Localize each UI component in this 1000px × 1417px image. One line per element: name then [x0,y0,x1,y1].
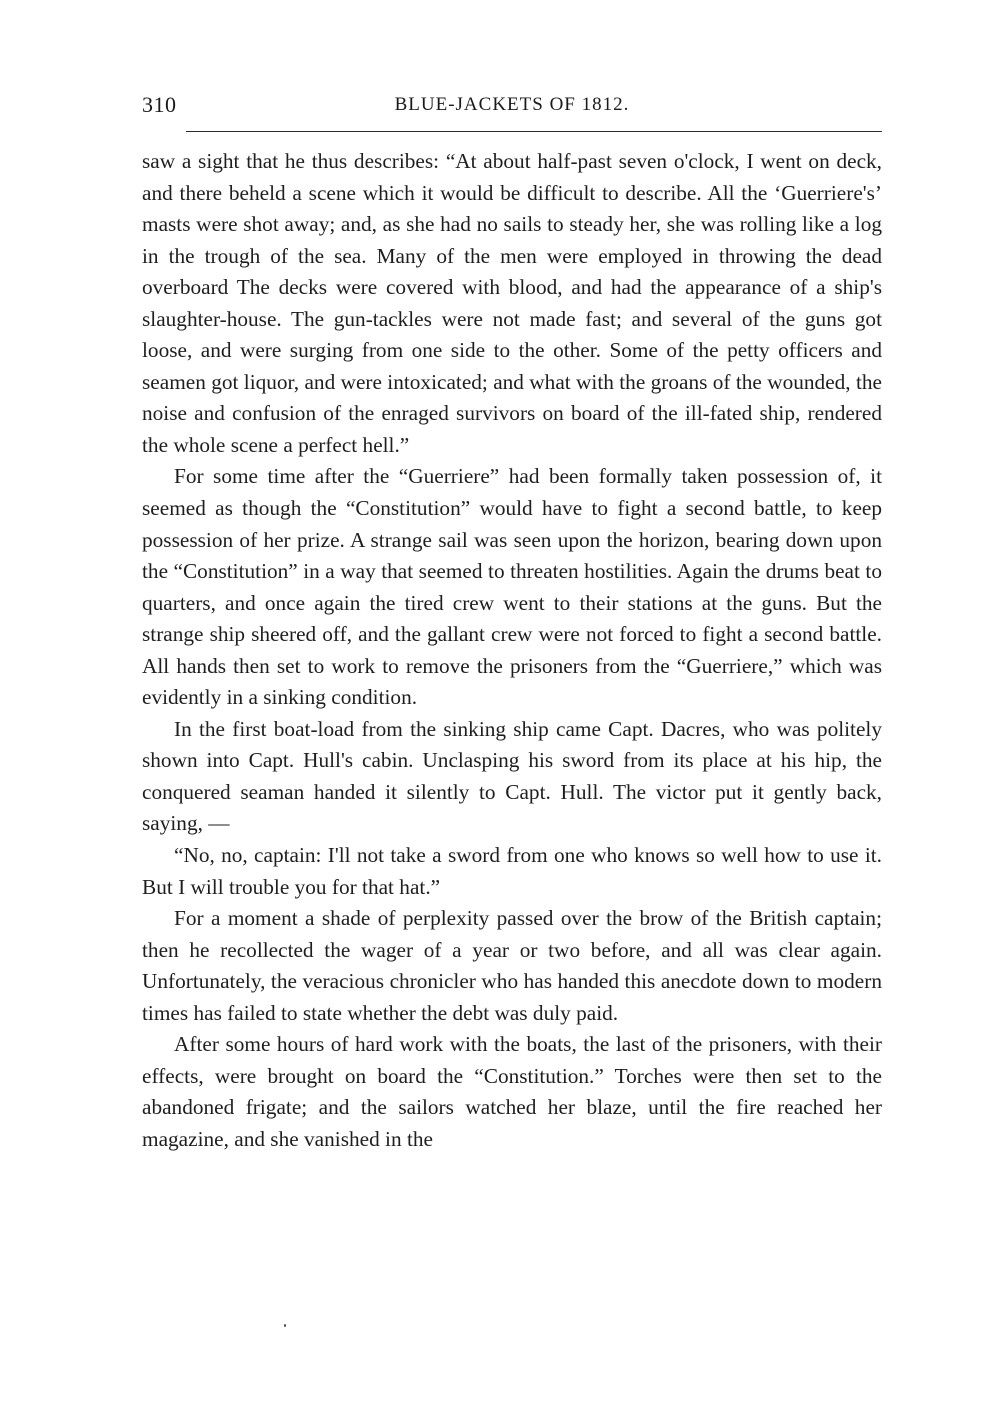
ink-speck [284,1324,286,1327]
paragraph: For a moment a shade of perplexity passed over the brow of the British captain; then he recollected the wager of a year or two before, and all was clear again. Unfortunately, the veracious chronicler who has handed this anecdote down to modern times has failed to state whether the debt was duly paid. [142,906,882,1025]
paragraph-continued: saw a sight that he thus describes: “At about half-past seven o'clock, I went on deck, and there beheld a scene which it would be difficult to describe. All the ‘Guerriere's’ masts were shot away; and, as she had no sails to steady her, she was rolling like a log in the trough of the sea. Many of the men were employed in throwing the dead overboard The decks were covered with blood, and had the appearance of a ship's slaughter-house. The gun-tackles were not made fast; and several of the guns got loose, and were surging from one side to the other. Some of the petty officers and seamen got liquor, and were intoxicated; and what with the groans of the wounded, the noise and confusion of the enraged survivors on board of the ill-fated ship, rendered the whole scene a perfect hell.” [142,149,882,457]
header-rule [186,131,882,132]
paragraph: In the first boat-load from the sinking ship came Capt. Dacres, who was politely shown into Capt. Hull's cabin. Unclasping his sword from its place at his hip, the conquered seaman handed it silently to Capt. Hull. The victor put it gently back, saying, — [142,716,882,836]
paragraph: “No, no, captain: I'll not take a sword from one who knows so well how to use it. But I will trouble you for that hat.” [142,843,882,899]
paragraph: After some hours of hard work with the boats, the last of the prisoners, with their effects, were brought on board the “Constitution.” Torches were then set to the abandoned frigate; and the sailors watched her blaze, until the fire reached her magazine, and she vanished in the [142,1032,882,1151]
running-title: BLUE-JACKETS OF 1812. [394,94,630,115]
body-text [142,146,882,1156]
page-header [142,86,882,126]
page-number: 310 [142,92,177,117]
paragraph: For some time after the “Guerriere” had been formally taken possession of, it seemed as though the “Constitution” would have to fight a second battle, to keep possession of her prize. A strange sail was seen upon the horizon, bearing down upon the “Constitution” in a way that seemed to threaten hostilities. Again the drums beat to quarters, and once again the tired crew went to their stations at the guns. But the strange ship sheered off, and the gallant crew were not forced to fight a second battle. All hands then set to work to remove the prisoners from the “Guerriere,” which was evidently in a sinking condition. [142,464,882,710]
